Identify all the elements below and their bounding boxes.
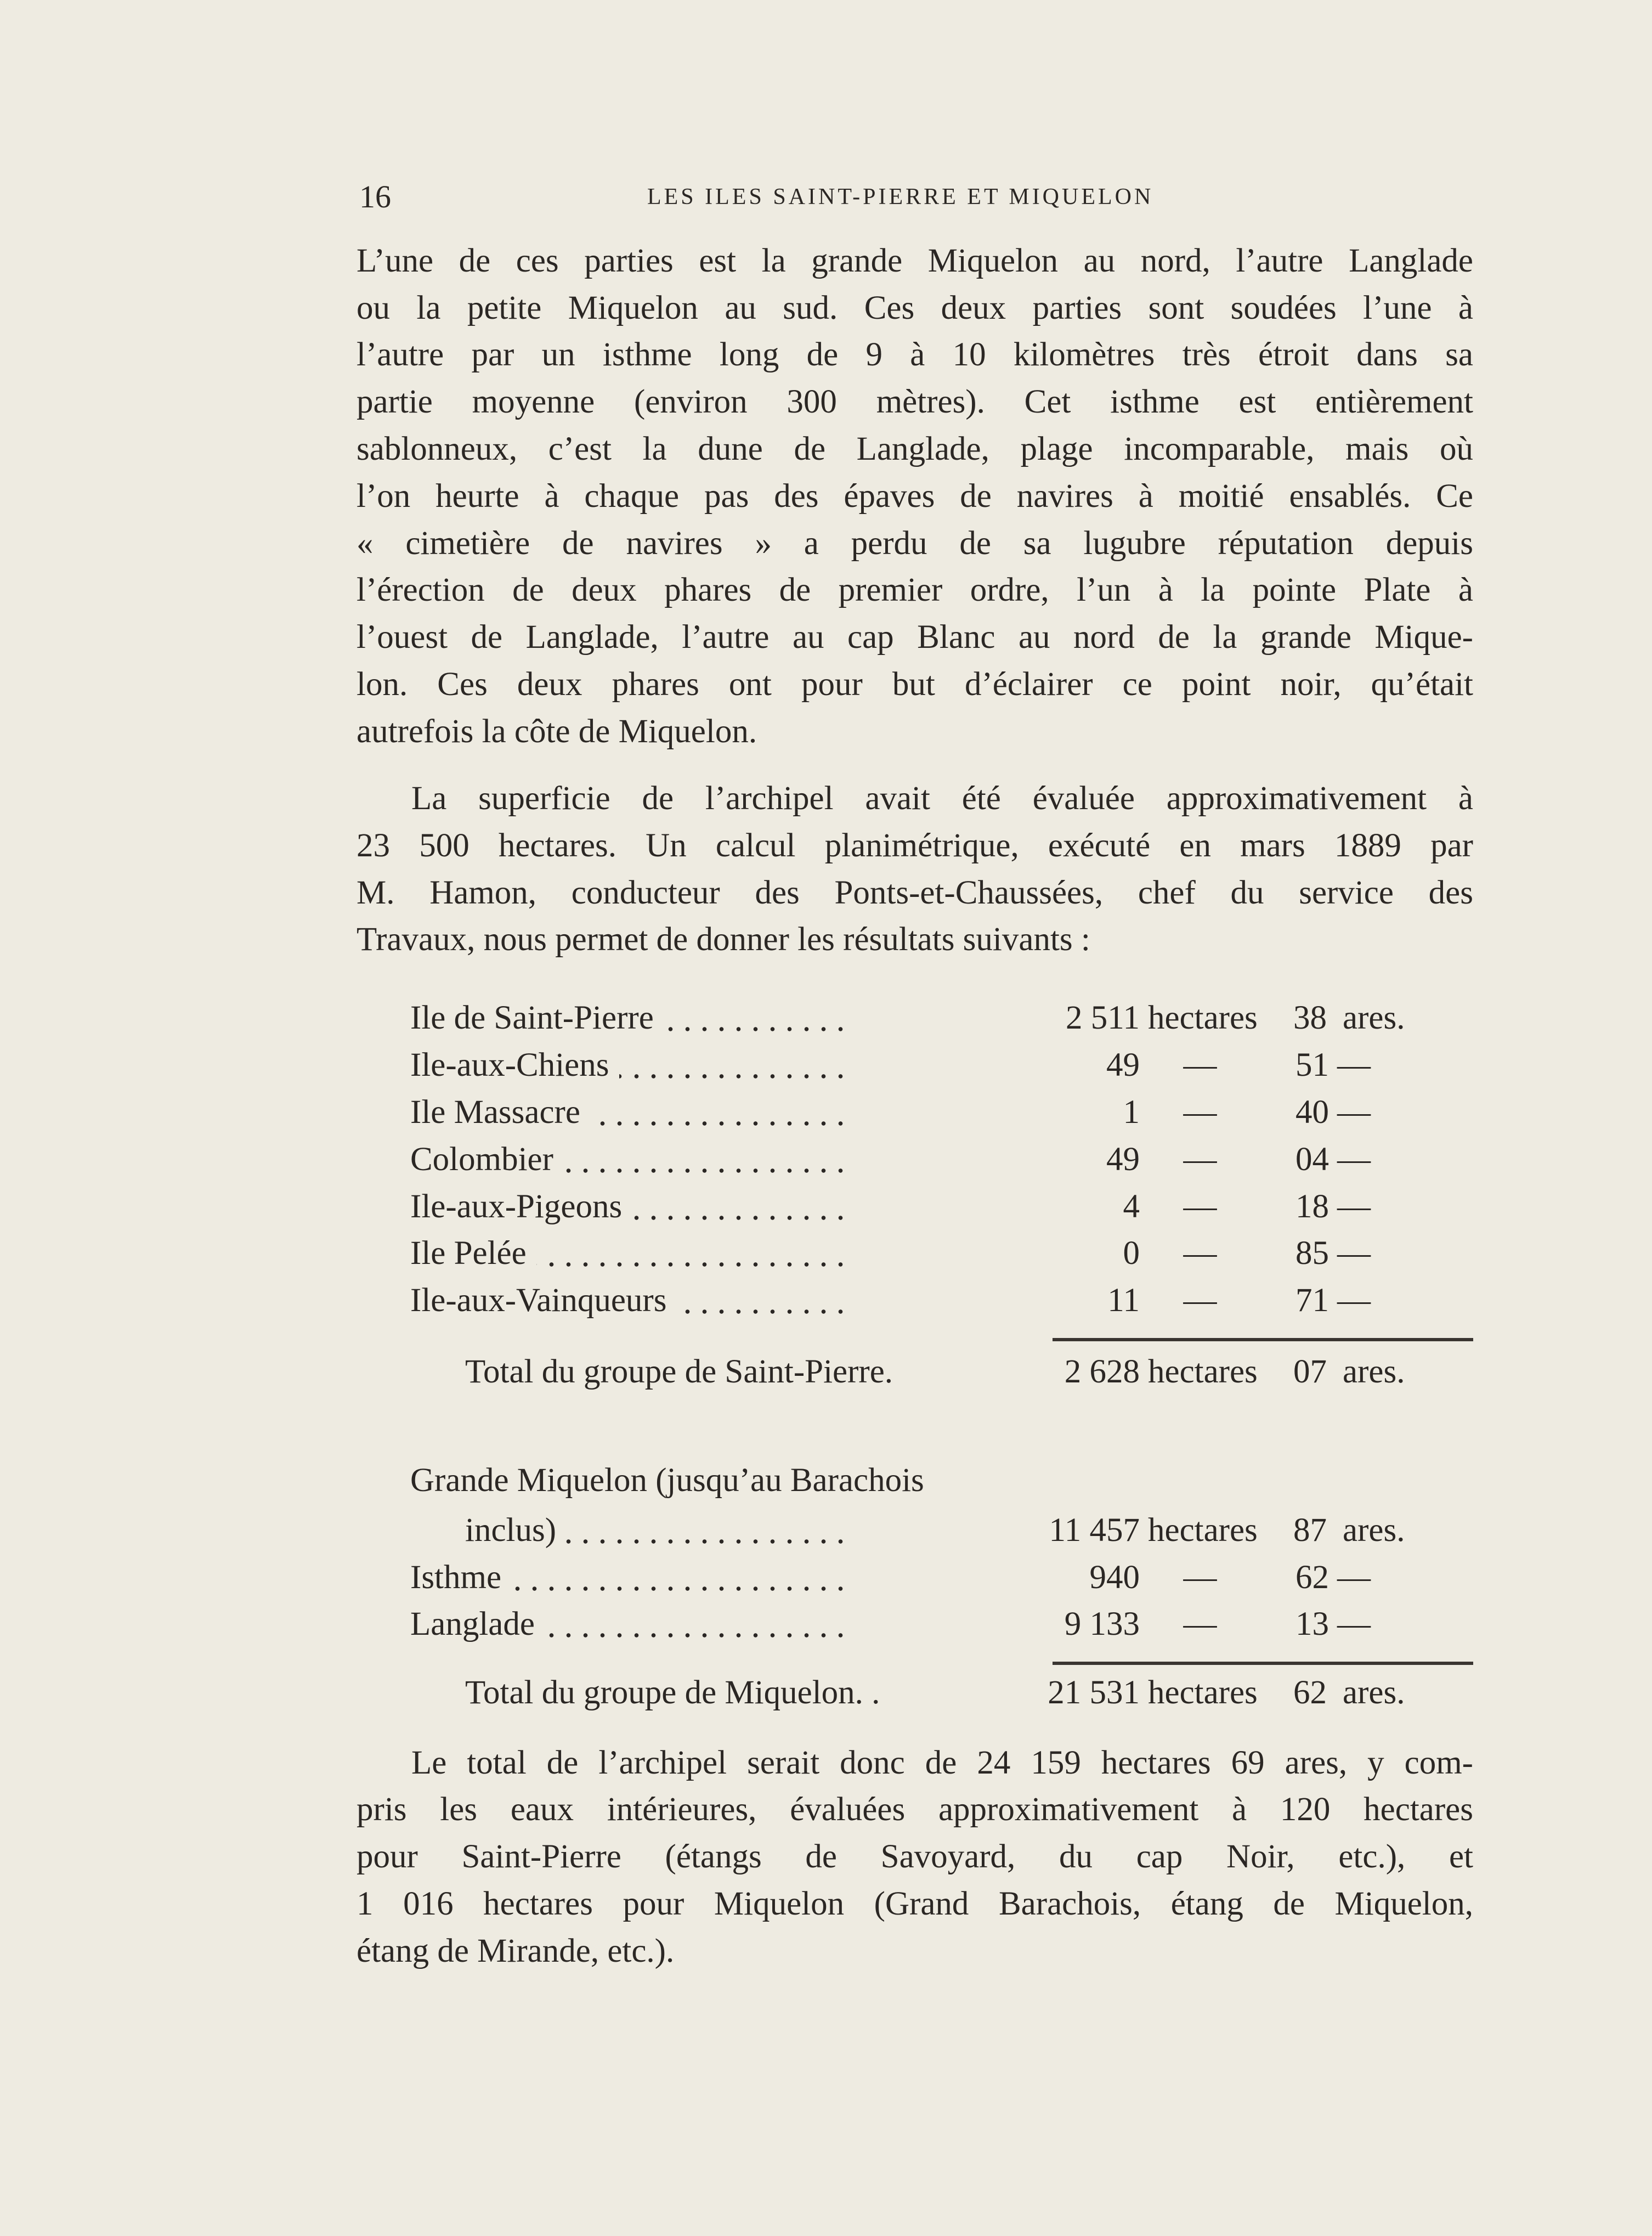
row-ha: 2 511 bbox=[1066, 1000, 1140, 1037]
dot-leader bbox=[664, 996, 849, 1040]
row-ha: 4 bbox=[1123, 1188, 1140, 1225]
row-ar: 51 bbox=[1295, 1047, 1329, 1084]
paragraph-line: l’érection de deux phares de premier ordre, l’un à la pointe Plate à bbox=[357, 572, 1473, 609]
total-row bbox=[410, 1671, 1480, 1715]
row-sep: hectares bbox=[1148, 1674, 1258, 1712]
row-label: Langlade bbox=[410, 1606, 535, 1643]
paragraph-line: pris les eaux intérieures, évaluées approximativement à 120 hectares bbox=[357, 1791, 1473, 1828]
paragraph-line: partie moyenne (environ 300 mètres). Cet isthme est entièrement bbox=[357, 383, 1473, 421]
row-ar: 71 bbox=[1295, 1282, 1329, 1319]
row-ar: 38 bbox=[1293, 1000, 1327, 1037]
dot-leader bbox=[566, 1509, 849, 1552]
paragraph-line: 23 500 hectares. Un calcul planimétrique, exécuté en mars 1889 par bbox=[357, 827, 1473, 864]
total-rule bbox=[1053, 1338, 1473, 1341]
paragraph-line: La superficie de l’archipel avait été évaluée approximativement à bbox=[411, 780, 1473, 817]
table-row bbox=[410, 1043, 1480, 1087]
row-sep: hectares bbox=[1148, 1511, 1258, 1549]
dot-leader bbox=[676, 1279, 849, 1323]
row-end: — bbox=[1337, 1235, 1371, 1272]
row-label: Grande Miquelon (jusqu’au Barachois bbox=[410, 1461, 924, 1499]
row-label: Ile de Saint-Pierre bbox=[410, 1000, 654, 1037]
table-row bbox=[410, 1556, 1480, 1600]
row-ha: 21 531 bbox=[1048, 1674, 1140, 1712]
row-ar: 07 bbox=[1293, 1353, 1327, 1391]
row-sep: — bbox=[1183, 1282, 1217, 1319]
row-sep: — bbox=[1183, 1140, 1217, 1178]
row-ar: 13 bbox=[1295, 1606, 1329, 1643]
total-rule bbox=[1053, 1662, 1473, 1665]
paragraph-line: ou la petite Miquelon au sud. Ces deux parties sont soudées l’une à bbox=[357, 289, 1473, 326]
paragraph-line: Le total de l’archipel serait donc de 24 159 hectares 69 ares, y com- bbox=[411, 1744, 1473, 1781]
table-row bbox=[410, 1602, 1480, 1646]
row-end: — bbox=[1337, 1606, 1371, 1643]
dot-leader bbox=[545, 1602, 849, 1646]
row-end: — bbox=[1337, 1140, 1371, 1178]
row-sep: — bbox=[1183, 1235, 1217, 1272]
row-ha: 0 bbox=[1123, 1235, 1140, 1272]
paragraph-line: L’une de ces parties est la grande Miquelon au nord, l’autre Langlade bbox=[357, 242, 1473, 279]
row-ar: 18 bbox=[1295, 1188, 1329, 1225]
row-ha: 1 bbox=[1123, 1094, 1140, 1131]
row-ar: 87 bbox=[1293, 1511, 1327, 1549]
row-ar: 85 bbox=[1295, 1235, 1329, 1272]
row-end: — bbox=[1337, 1047, 1371, 1084]
paragraph-line: M. Hamon, conducteur des Ponts-et-Chaussées, chef du service des bbox=[357, 874, 1473, 911]
paragraph-line: étang de Mirande, etc.). bbox=[357, 1932, 675, 1969]
row-sep: hectares bbox=[1148, 1353, 1258, 1391]
dot-leader bbox=[590, 1091, 849, 1134]
row-label: Isthme bbox=[410, 1559, 502, 1596]
row-sep: — bbox=[1183, 1559, 1217, 1596]
table-row bbox=[410, 1279, 1480, 1323]
running-title: LES ILES SAINT-PIERRE ET MIQUELON bbox=[647, 184, 1154, 210]
table-row bbox=[410, 1185, 1480, 1229]
table-row bbox=[410, 1509, 1480, 1552]
row-sep: — bbox=[1183, 1606, 1217, 1643]
total-row bbox=[410, 1350, 1480, 1394]
row-label: Ile-aux-Vainqueurs bbox=[410, 1282, 667, 1319]
row-end: — bbox=[1337, 1282, 1371, 1319]
row-ha: 9 133 bbox=[1064, 1606, 1140, 1643]
row-sep: — bbox=[1183, 1188, 1217, 1225]
row-end: ares. bbox=[1343, 1000, 1405, 1037]
row-end: — bbox=[1337, 1188, 1371, 1225]
row-ha: 11 bbox=[1107, 1282, 1140, 1319]
dot-leader bbox=[563, 1138, 849, 1182]
row-label: Total du groupe de Miquelon. . bbox=[465, 1674, 880, 1712]
row-label: Ile-aux-Chiens bbox=[410, 1047, 609, 1084]
row-end: ares. bbox=[1343, 1353, 1405, 1391]
paragraph-line: Travaux, nous permet de donner les résultats suivants : bbox=[357, 921, 1090, 958]
row-end: ares. bbox=[1343, 1511, 1405, 1549]
row-label: Ile-aux-Pigeons bbox=[410, 1188, 623, 1225]
row-label: Ile Pelée bbox=[410, 1235, 527, 1272]
paragraph-line: l’on heurte à chaque pas des épaves de navires à moitié ensablés. Ce bbox=[357, 477, 1473, 515]
row-ar: 40 bbox=[1295, 1094, 1329, 1131]
row-end: — bbox=[1337, 1094, 1371, 1131]
row-sep: — bbox=[1183, 1094, 1217, 1131]
paragraph-line: lon. Ces deux phares ont pour but d’éclairer ce point noir, qu’était bbox=[357, 666, 1473, 703]
row-ha: 940 bbox=[1089, 1559, 1140, 1596]
dot-leader bbox=[511, 1556, 849, 1600]
row-sep: — bbox=[1183, 1047, 1217, 1084]
table-row bbox=[410, 1091, 1480, 1134]
row-sep: hectares bbox=[1148, 1000, 1258, 1037]
row-ar: 04 bbox=[1295, 1140, 1329, 1178]
paragraph-line: pour Saint-Pierre (étangs de Savoyard, du cap Noir, etc.), et bbox=[357, 1838, 1473, 1876]
table-row bbox=[410, 1232, 1480, 1275]
row-ar: 62 bbox=[1293, 1674, 1327, 1712]
row-end: ares. bbox=[1343, 1674, 1405, 1712]
row-end: — bbox=[1337, 1559, 1371, 1596]
page-number: 16 bbox=[359, 179, 391, 214]
table-row bbox=[410, 996, 1480, 1040]
dot-leader bbox=[632, 1185, 849, 1229]
dot-leader bbox=[536, 1232, 849, 1275]
row-ha: 49 bbox=[1106, 1047, 1140, 1084]
row-ar: 62 bbox=[1295, 1559, 1329, 1596]
paragraph-line: sablonneux, c’est la dune de Langlade, plage incomparable, mais où bbox=[357, 431, 1473, 467]
dot-leader bbox=[619, 1043, 849, 1087]
paragraph-line: autrefois la côte de Miquelon. bbox=[357, 713, 757, 750]
table-row-label-continued bbox=[410, 1459, 1480, 1503]
paragraph-line: « cimetière de navires » a perdu de sa lugubre réputation depuis bbox=[357, 524, 1473, 562]
row-label: Total du groupe de Saint-Pierre. bbox=[465, 1353, 893, 1391]
paragraph-line: l’autre par un isthme long de 9 à 10 kilomètres très étroit dans sa bbox=[357, 336, 1473, 374]
row-label: Colombier bbox=[410, 1140, 553, 1178]
row-label: Ile Massacre bbox=[410, 1094, 580, 1131]
row-ha: 2 628 bbox=[1064, 1353, 1140, 1391]
row-ha: 49 bbox=[1106, 1140, 1140, 1178]
row-label: inclus) bbox=[465, 1511, 557, 1549]
table-row bbox=[410, 1138, 1480, 1182]
paragraph-line: 1 016 hectares pour Miquelon (Grand Barachois, étang de Miquelon, bbox=[357, 1885, 1473, 1922]
paragraph-line: l’ouest de Langlade, l’autre au cap Blanc au nord de la grande Mique- bbox=[357, 619, 1473, 656]
row-ha: 11 457 bbox=[1049, 1511, 1140, 1549]
